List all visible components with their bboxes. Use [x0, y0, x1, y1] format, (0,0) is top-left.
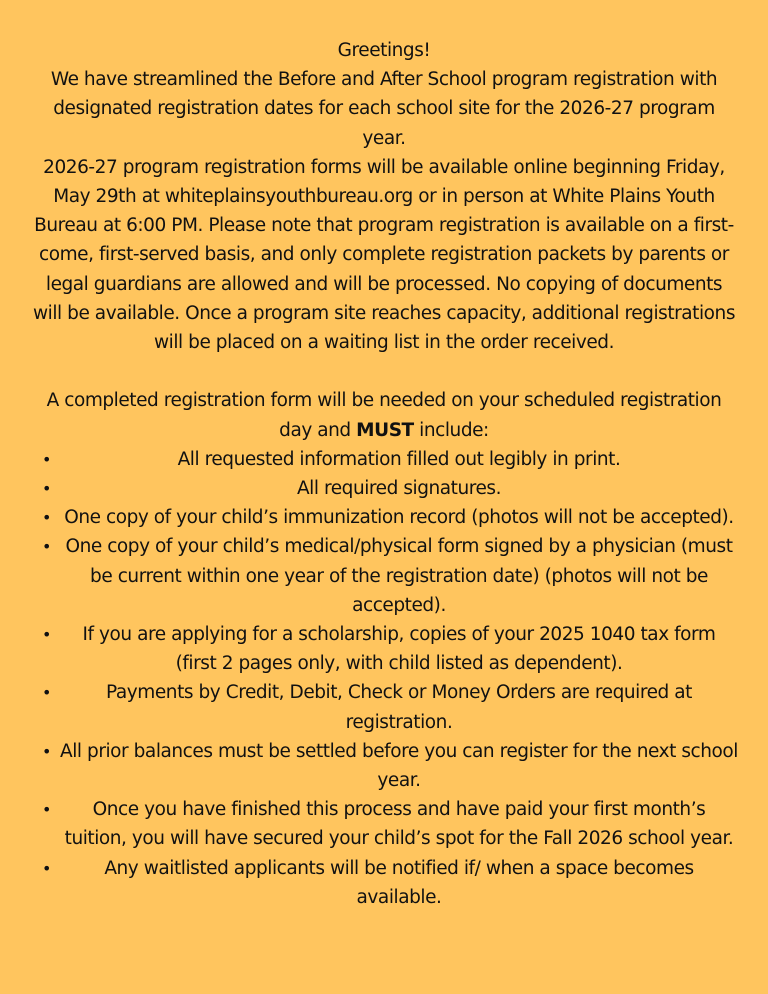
requirement-item [30, 445, 738, 474]
bullet-icon: • [42, 479, 51, 499]
requirement-text: Payments by Credit, Debit, Check or Money Orders are required at registration. [106, 682, 692, 733]
greeting-line: Greetings! [337, 40, 431, 61]
requirement-item [30, 795, 738, 853]
requirement-item [30, 678, 738, 736]
requirement-text: All required signatures. [296, 478, 502, 500]
requirement-item [30, 532, 738, 620]
requirement-item [30, 503, 738, 532]
requirement-text: One copy of your child’s immunization record (photos will not be accepted). [64, 507, 734, 529]
spacer [30, 357, 738, 386]
requirements-list [30, 445, 738, 912]
bullet-icon: • [42, 449, 51, 469]
requirement-text: Any waitlisted applicants will be notified if/ when a space becomes available. [104, 857, 694, 908]
requirements-intro [30, 386, 738, 444]
bullet-icon: • [42, 625, 51, 645]
bullet-icon: • [42, 508, 51, 528]
requirement-item [30, 737, 738, 795]
requirement-text: One copy of your child’s medical/physical form signed by a physician (must be current within one year of the registration date) (photos will not be accepted). [65, 536, 733, 616]
bullet-icon: • [42, 858, 51, 878]
requirements-intro-after: include: [413, 419, 489, 441]
requirement-item [30, 854, 738, 912]
requirement-text: All requested information filled out legibly in print. [177, 448, 621, 470]
bullet-icon: • [42, 800, 51, 820]
bullet-icon: • [42, 683, 51, 703]
requirements-intro-before: A completed registration form will be needed on your scheduled registration day and [46, 390, 722, 441]
requirements-intro-emphasis: MUST [356, 419, 414, 441]
requirement-text: All prior balances must be settled before you can register for the next school year. [60, 740, 738, 792]
requirement-text: If you are applying for a scholarship, copies of your 2025 1040 tax form (first 2 pages only, with child listed as dependent). [82, 624, 716, 675]
requirement-text: Once you have finished this process and have paid your first month’s tuition, you will have secured your child’s spot for the Fall 2026 school year. [64, 799, 734, 850]
bullet-icon: • [42, 537, 51, 557]
intro-paragraph: We have streamlined the Before and After School program registration with designated registration dates for each school site for the 2026-27 program year. [50, 69, 718, 149]
bullet-icon: • [42, 741, 51, 761]
availability-paragraph: 2026-27 program registration forms will be available online beginning Friday, May 29th at whiteplainsyouthbureau.org or in person at White Plains Youth Bureau at 6:00 PM. Please note that program registration is available on a first-come, first-served basis, and only complete registration packets by parents or legal guardians are allowed and will be processed. No copying of documents will be available. Once a program site reaches capacity, additional registrations will be placed on a waiting list in the order received. [32, 156, 736, 354]
requirement-item [30, 474, 738, 503]
requirement-item [30, 620, 738, 678]
